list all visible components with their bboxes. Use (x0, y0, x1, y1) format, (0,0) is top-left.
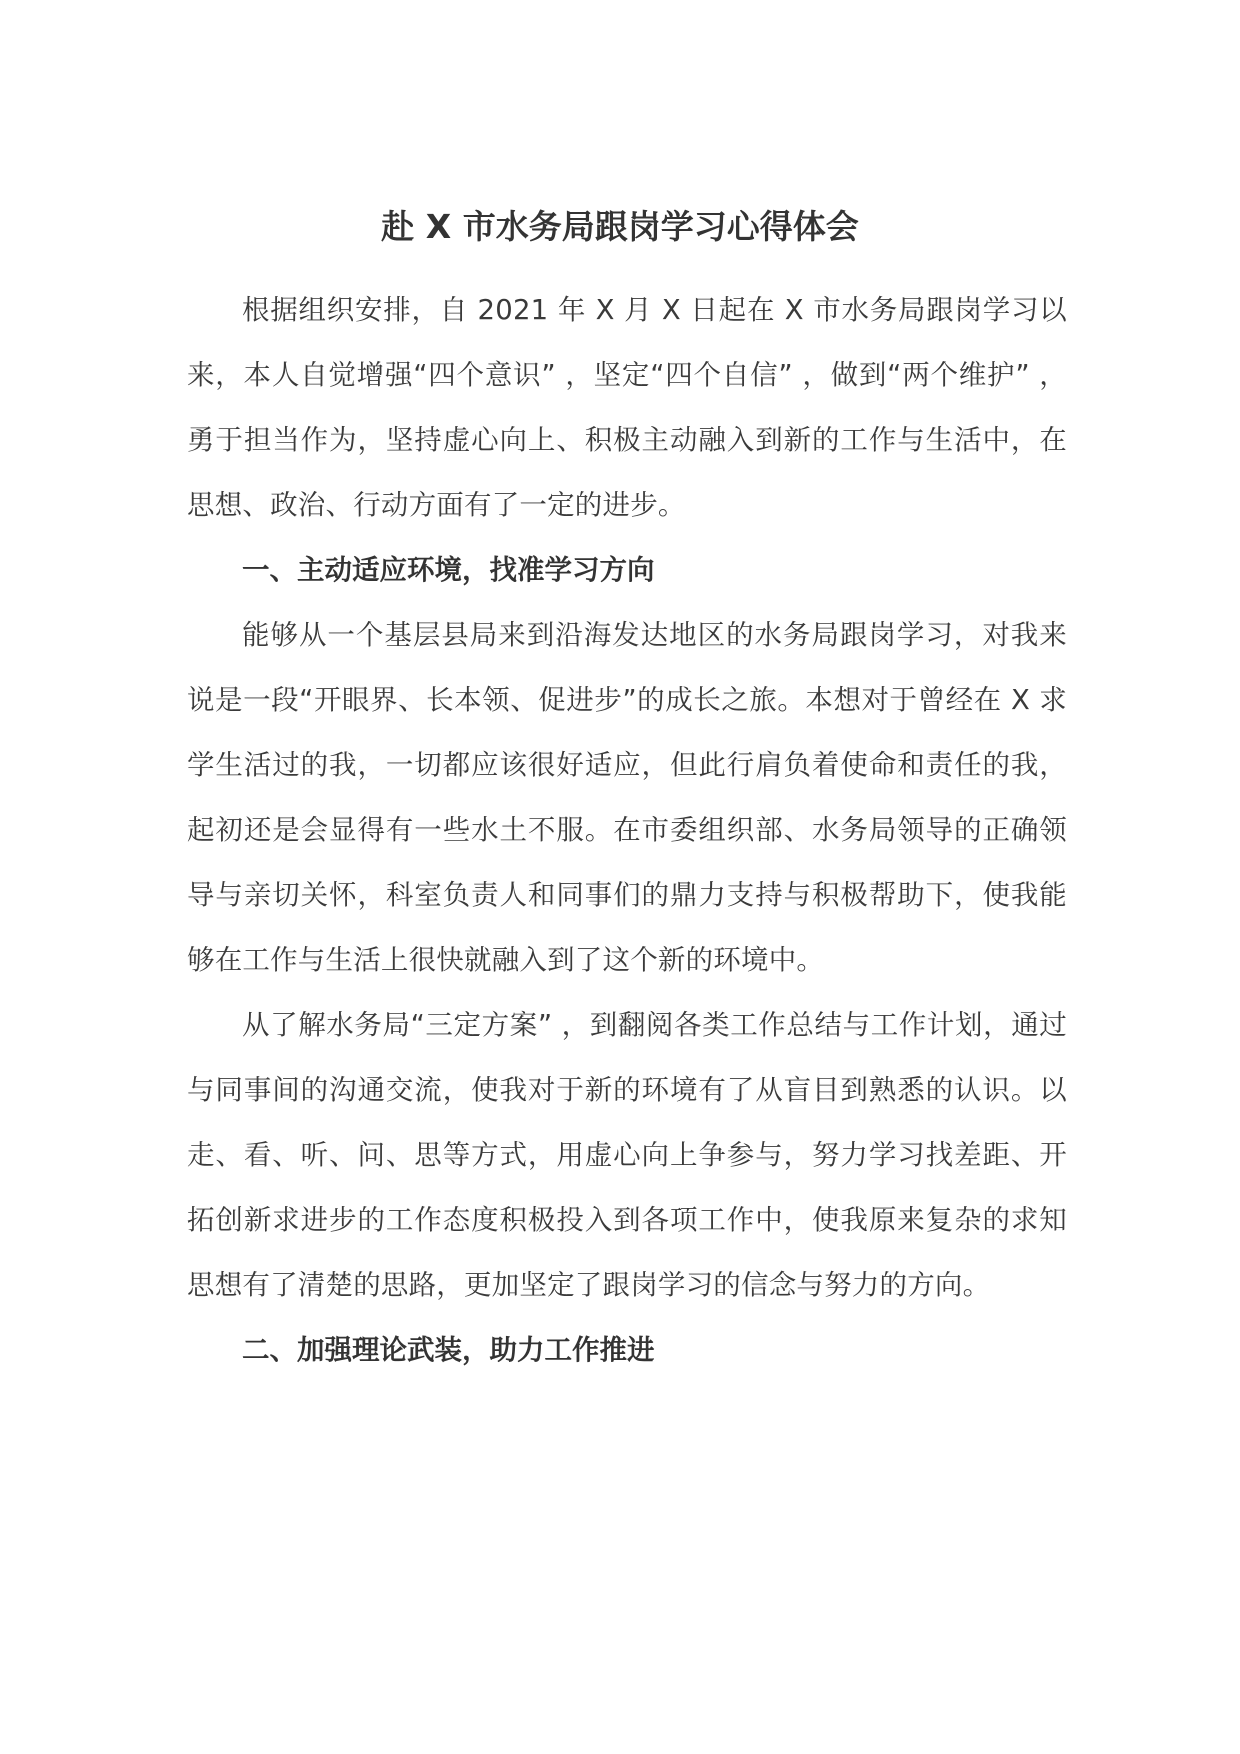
section-heading-2: 二、加强理论武装，助力工作推进 (242, 1334, 655, 1366)
intro-paragraph: 根据组织安排，自 2021 年 X 月 X 日起在 X 市水务局跟岗学习以来，本人自觉增强“四个意识” ，坚定“四个自信” ，做到“两个维护” ，勇于担当作为，坚持虚心向上、积极主动融入到新的工作与生活中，在思想、政治、行动方面有了一定的进步。 (187, 294, 1067, 521)
document-body (187, 278, 1067, 1383)
section-1-paragraph-1: 能够从一个基层县局来到沿海发达地区的水务局跟岗学习，对我来说是一段“开眼界、长本领、促进步”的成长之旅。本想对于曾经在 X 求学生活过的我，一切都应该很好适应，但此行肩负着使命和责任的我，起初还是会显得有一些水土不服。在市委组织部、水务局领导的正确领导与亲切关怀，科室负责人和同事们的鼎力支持与积极帮助下，使我能够在工作与生活上很快就融入到了这个新的环境中。 (187, 619, 1067, 976)
section-heading-1: 一、主动适应环境，找准学习方向 (242, 554, 655, 586)
section-1-paragraph-2: 从了解水务局“三定方案” ，到翻阅各类工作总结与工作计划，通过与同事间的沟通交流，使我对于新的环境有了从盲目到熟悉的认识。以走、看、听、问、思等方式，用虚心向上争参与，努力学习找差距、开拓创新求进步的工作态度积极投入到各项工作中，使我原来复杂的求知思想有了清楚的思路，更加坚定了跟岗学习的信念与努力的方向。 (187, 1009, 1067, 1301)
document-title: 赴 X 市水务局跟岗学习心得体会 (381, 207, 859, 246)
